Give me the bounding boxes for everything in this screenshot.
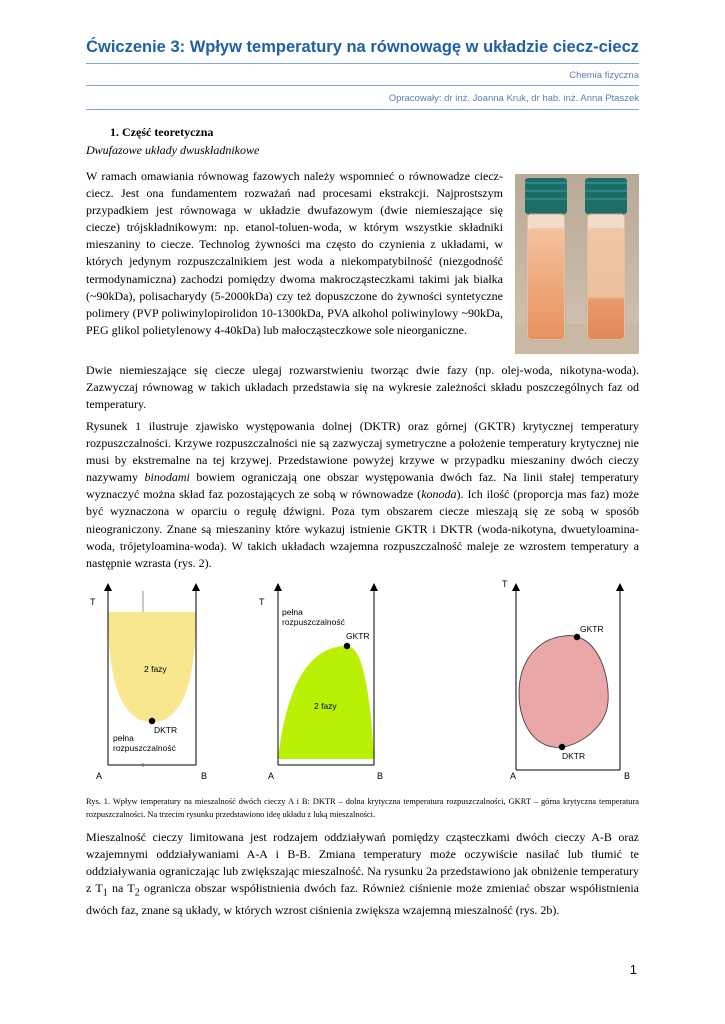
figure-caption: Rys. 1. Wpływ temperatury na mieszalność dwóch cieczy A i B: DKTR – dolna krytyczna temperatura rozpuszczalności, GKRT – górna krytyczna temperatura rozpuszczalności. Na trzecim rysunku przedstawiono ideę układu z luką mieszalności. bbox=[86, 797, 639, 819]
axis-label-t: T bbox=[502, 579, 508, 589]
axis-label-a: A bbox=[268, 771, 275, 781]
text-run: Rysunek 1 ilustruje zjawisko występowania dolnej (DKTR) oraz górnej (GKTR) krytycznej temperatury rozpuszczalności. Krzywe rozpuszczalności nie są zazwyczaj symetryczne a położenie temperatury krytycznej nie musi by ekstremalne na tej krzywej. Przedstawione powyżej krzywe w przypadku mieszaniny dwóch cieczy nazywamy bbox=[86, 419, 639, 485]
axis-label-b: B bbox=[624, 771, 631, 781]
axis-label-b: B bbox=[201, 771, 208, 781]
term-tie-line: konoda bbox=[421, 487, 457, 502]
header-rule bbox=[86, 85, 639, 86]
region-note: rozpuszczalność bbox=[113, 743, 176, 753]
upper-critical-point bbox=[574, 634, 580, 640]
section-heading: 1. Część teoretyczna bbox=[110, 125, 214, 139]
subsection-heading: Dwufazowe układy dwuskładnikowe bbox=[86, 143, 260, 157]
lower-critical-point bbox=[559, 744, 565, 750]
page-number: 1 bbox=[629, 962, 637, 977]
region-note: rozpuszczalność bbox=[282, 617, 345, 627]
axis-label-a: A bbox=[96, 771, 103, 781]
document-title: Ćwiczenie 3: Wpływ temperatury na równowagę w układzie ciecz-ciecz bbox=[86, 38, 639, 56]
critical-point bbox=[344, 643, 350, 649]
text-run: Mieszalność cieczy limitowana jest rodzajem oddziaływań pomiędzy cząsteczkami dwóch cieczy A-B oraz wzajemnymi oddziaływaniami A-A i B-B. Zmiana temperatury może oczywiście nasilać lub tłumić te oddziaływania ograniczając lub zwiększając mieszalność. Na rysunku 2a przedstawiono jak obniżenie temperatury z T bbox=[86, 830, 639, 896]
text-run: ). Ich ilość (proporcja mas faz) może być wyznaczona w oparciu o regułę dźwigni. Poza tym obszarem ciecze mieszają się ze sobą w sposób nieograniczony. Znane są mieszaniny które wykazuj istnienie GKTR i DKTR (woda-nikotyna, dwuetyloamina-woda, trójetyloamina-woda). W takich układach wzajemna rozpuszczalność maleje ze wzrostem temperatury a następnie wzrasta (rys. 2). bbox=[86, 487, 639, 570]
diagram-miscibility-gap bbox=[502, 579, 630, 781]
diagram-lower-critical bbox=[90, 583, 207, 781]
header-rule bbox=[86, 63, 639, 64]
vials-photo bbox=[515, 174, 639, 354]
paragraph-miscibility bbox=[86, 829, 639, 919]
subject-label: Chemia fizyczna bbox=[569, 70, 639, 81]
axis-label-a: A bbox=[510, 771, 517, 781]
text-run: ogranicza obszar współistnienia dwóch faz. Również ciśnienie może zmieniać obszar współistnienia dwóch faz, znane są układy, w których wzrost ciśnienia zwiększa wzajemną mieszalność (rys. 2b). bbox=[86, 881, 639, 917]
subscript: 1 bbox=[102, 887, 108, 899]
point-label: DKTR bbox=[154, 725, 178, 735]
arrow-up-icon bbox=[192, 583, 200, 591]
arrow-up-icon bbox=[370, 583, 378, 591]
critical-point bbox=[149, 718, 155, 724]
region-note: pełna bbox=[113, 733, 134, 743]
paragraph-critical-temperatures bbox=[86, 418, 639, 572]
axis-label-b: B bbox=[377, 771, 384, 781]
paragraph-intro: W ramach omawiania równowag fazowych należy wspomnieć o równowadze ciecz-ciecz. Jest ona fundamentem rozważań nad procesami ekstrakcji. Najprostszym przypadkiem jest równowaga w układzie dwufazowym (dwie niemieszające się ciecze) trójskładnikowym: np. etanol-toluen-woda, w którym wszystkie składniki mieszaniny to ciecze. Technolog żywności ma często do czynienia z układami, w których jedynym rozpuszczalnikiem jest woda a niekompatybilność (niezgodność termodynamiczna) zachodzi pomiędzy dwoma makrocząsteczkami takimi jak białka (~90kDa), polisacharydy (5-2000kDa) czy też dopuszczone do żywności syntetyczne polimery (PVP poliwinylopirolidon 10-1300kDa, PVA alkohol poliwinylowy ~90kDa, PEG glikol polietylenowy 4-40kDa) lub małocząsteczkowe sole nieorganiczne. bbox=[86, 169, 503, 337]
text-run: na T bbox=[107, 881, 135, 896]
axis-label-t: T bbox=[90, 597, 96, 607]
point-label: GKTR bbox=[580, 624, 604, 634]
arrow-up-icon bbox=[616, 583, 624, 591]
subscript: 2 bbox=[134, 887, 140, 899]
region-label: 2 fazy bbox=[144, 664, 167, 674]
arrow-up-icon bbox=[104, 583, 112, 591]
axis-label-t: T bbox=[259, 597, 265, 607]
phase-diagrams-figure bbox=[86, 575, 646, 790]
arrow-up-icon bbox=[274, 583, 282, 591]
term-binodes: binodami bbox=[144, 470, 190, 485]
diagram-upper-critical bbox=[259, 583, 383, 781]
arrow-up-icon bbox=[512, 583, 520, 591]
paragraph-phases: Dwie niemieszające się ciecze ulegaj rozwarstwieniu tworząc dwie fazy (np. olej-woda, nikotyna-woda). Zazwyczaj równowag w takich układach przedstawia się na wykresie zależności składu poszczególnych faz od temperatury. bbox=[86, 363, 639, 412]
point-label: DKTR bbox=[562, 751, 586, 761]
region-label: 2 fazy bbox=[314, 701, 337, 711]
header-rule bbox=[86, 109, 639, 110]
region-note: pełna bbox=[282, 607, 303, 617]
authors-label: Opracowały: dr inż. Joanna Kruk, dr hab. inż. Anna Ptaszek bbox=[388, 93, 639, 104]
point-label: GKTR bbox=[346, 631, 370, 641]
text-run: bowiem ograniczają one obszar występowania dwóch faz. Na linii stałej temperatury wyznaczyć można skład faz pozostających ze sobą w równowadze ( bbox=[86, 470, 640, 502]
